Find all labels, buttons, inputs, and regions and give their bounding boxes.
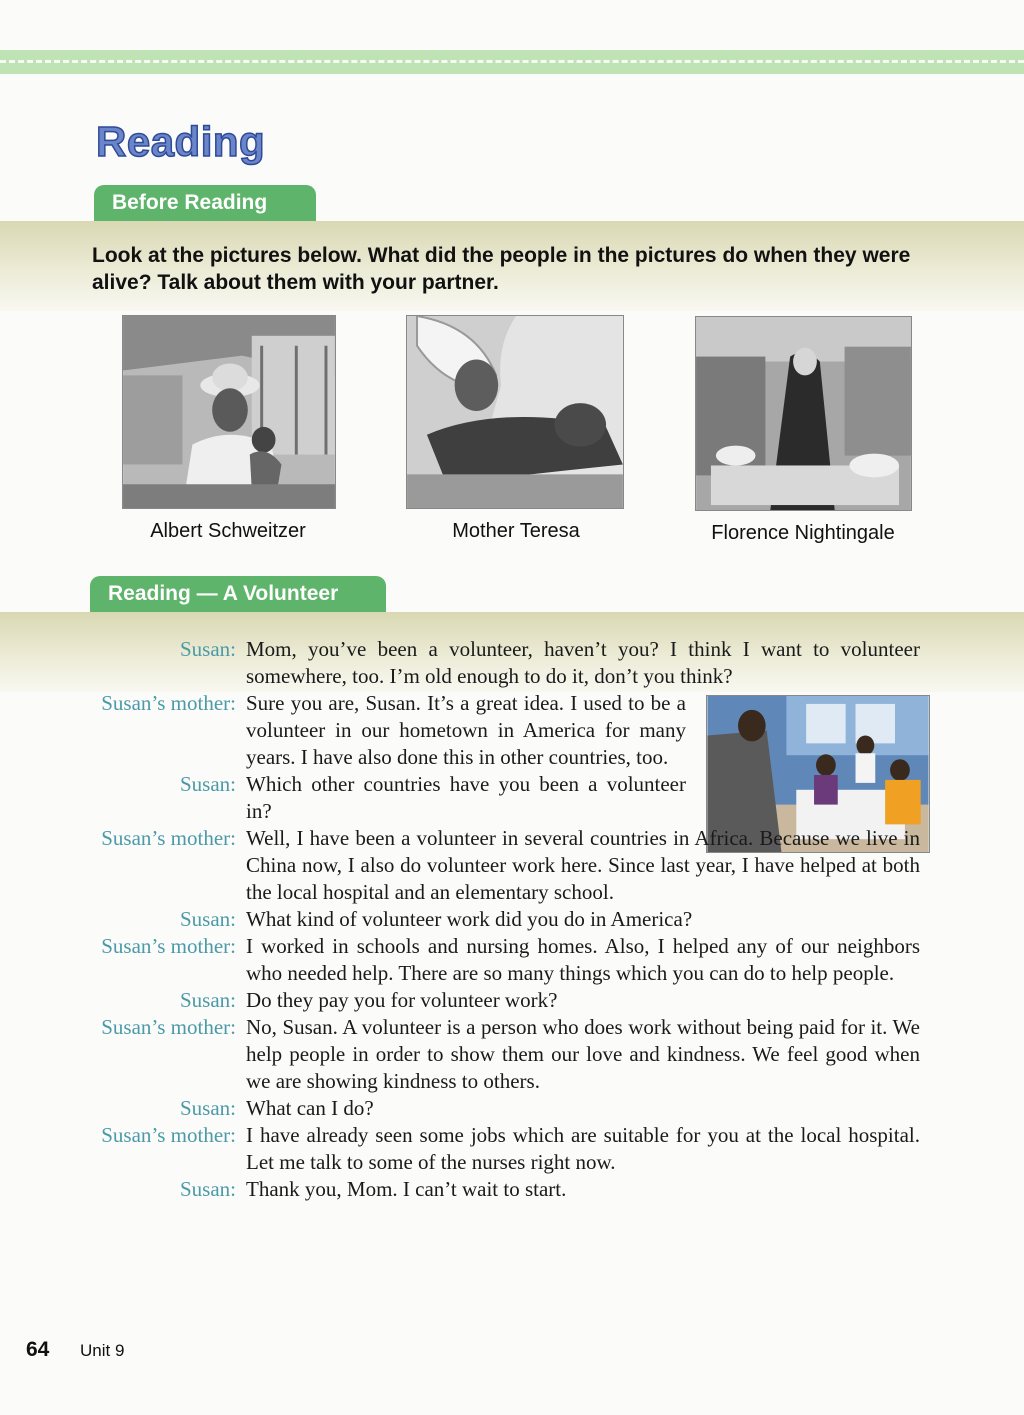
unit-label: Unit 9 [80,1341,125,1360]
speech-text: Thank you, Mom. I can’t wait to start. [246,1177,567,1201]
dialog-line [0,825,1024,906]
albert-schweitzer-photo [122,315,336,509]
speech-text: Well, I have been a volunteer in several countries in Africa. Because we live in China now, I also do volunteer work here. Since last year, I have helped at both the local hospital and an elementary school. [246,826,920,904]
dialog-line [0,933,1024,987]
speaker-label: Susan: [179,1177,236,1201]
dialog-line [0,1122,1024,1176]
dialog-line [0,771,1024,825]
mother-teresa-caption: Mother Teresa [452,520,580,542]
speech-text: No, Susan. A volunteer is a person who does work without being paid for it. We help people in order to show them our love and kindness. We feel good when we are showing kindness to others. [246,1015,920,1093]
reading-dialog [0,636,1024,1203]
speaker-label: Susan’s mother: [101,826,236,850]
speech-text: I worked in schools and nursing homes. Also, I helped any of our neighbors who needed help. There are so many things which you can do to help people. [246,934,920,985]
speaker-label: Susan: [179,1096,236,1120]
speech-text: Which other countries have you been a volunteer in? [246,772,686,823]
speech-text: What kind of volunteer work did you do in America? [246,907,693,931]
speech-text: I have already seen some jobs which are suitable for you at the local hospital. Let me talk to some of the nurses right now. [246,1123,920,1174]
speaker-label: Susan’s mother: [101,1123,236,1147]
dialog-line [0,636,1024,690]
dialog-line [0,1095,1024,1122]
speaker-label: Susan: [179,907,236,931]
top-band-stitching [0,60,1024,63]
before-reading-instructions: Look at the pictures below. What did the people in the pictures do when they were alive? Talk about them with your partner. [92,244,911,294]
dialog-line [0,987,1024,1014]
dialog-line [0,906,1024,933]
speaker-label: Susan’s mother: [101,1015,236,1039]
speech-text: Mom, you’ve been a volunteer, haven’t you? I think I want to volunteer somewhere, too. I’m old enough to do it, don’t you think? [246,637,920,688]
speaker-label: Susan’s mother: [101,691,236,715]
speech-text: Sure you are, Susan. It’s a great idea. I used to be a volunteer in our hometown in America for many years. I have also done this in other countries, too. [246,691,686,769]
page-number: 64 [26,1338,50,1361]
dialog-line [0,1014,1024,1095]
speaker-label: Susan: [179,637,236,661]
albert-schweitzer-caption: Albert Schweitzer [150,520,306,542]
before-reading-tab: Before Reading [94,185,316,221]
speaker-label: Susan: [179,988,236,1012]
florence-nightingale-caption: Florence Nightingale [711,522,895,544]
dialog-line [0,690,1024,771]
speech-text: Do they pay you for volunteer work? [246,988,558,1012]
reading-tab: Reading — A Volunteer [90,576,386,612]
page-title: Reading [96,118,266,165]
speech-text: What can I do? [246,1096,374,1120]
florence-nightingale-photo [695,316,912,511]
mother-teresa-photo [406,315,624,509]
speaker-label: Susan: [179,772,236,796]
dialog-line [0,1176,1024,1203]
speaker-label: Susan’s mother: [101,934,236,958]
